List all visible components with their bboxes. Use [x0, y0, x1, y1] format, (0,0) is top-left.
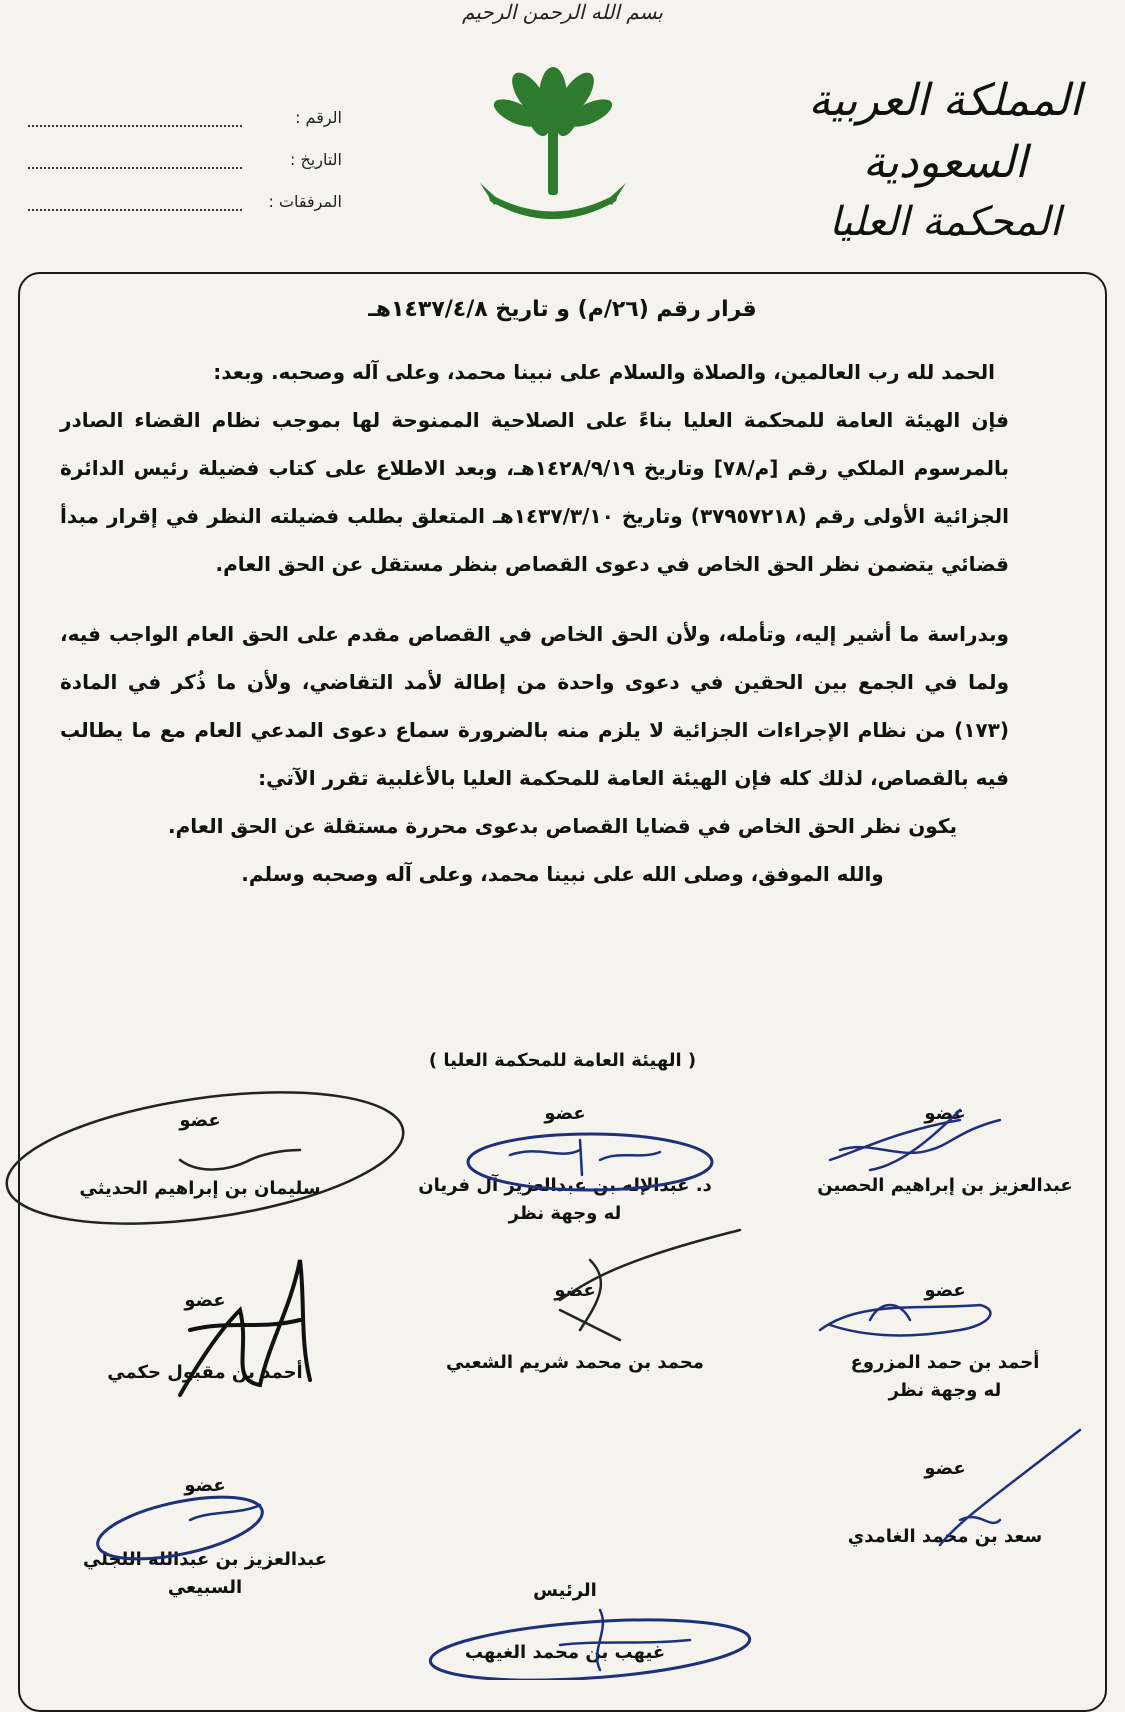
saudi-emblem-icon [478, 55, 628, 235]
signatory-name: عبدالعزيز بن إبراهيم الحصين [817, 1175, 1073, 1196]
attachments-blank [28, 193, 242, 211]
president-role: الرئيس [533, 1580, 597, 1601]
signatory-6 [45, 1290, 365, 1387]
signatory-role: عضو [184, 1290, 226, 1311]
opening-paragraph: الحمد لله رب العالمين، والصلاة والسلام على نبينا محمد، وعلى آله وصحبه. وبعد: [213, 360, 995, 384]
letterhead-title [785, 70, 1105, 250]
signatory-5 [415, 1280, 735, 1377]
attachments-field [22, 169, 342, 211]
president-name: غيهب بن محمد الغيهب [464, 1642, 666, 1663]
signatory-role: عضو [544, 1103, 586, 1124]
signatory-role: عضو [924, 1458, 966, 1479]
signatory-role: عضو [184, 1475, 226, 1496]
ruling-paragraph: يكون نظر الحق الخاص في قضايا القصاص بدعوى محررة مستقلة عن الحق العام. [168, 814, 957, 838]
signatory-8 [45, 1475, 365, 1602]
signatory-note: له وجهة نظر [888, 1380, 1002, 1401]
signatory-note: له وجهة نظر [508, 1203, 622, 1224]
court-name: المحكمة العليا [829, 199, 1061, 245]
signatory-name: سليمان بن إبراهيم الحديثي [79, 1178, 321, 1199]
date-blank [28, 151, 242, 169]
signatory-7 [785, 1458, 1105, 1551]
preamble-paragraph: فإن الهيئة العامة للمحكمة العليا بناءً على الصلاحية الممنوحة لها بموجب نظام القضاء الصادر بالمرسوم الملكي رقم [م/٧٨] وتاريخ ١٤٢٨/٩/١٩هـ، وبعد الاطلاع على كتاب فضيلة رئيس الدائرة الجزائية الأولى رقم (٣٧٩٥٧٢١٨) وتاريخ ١٤٣٧/٣/١٠هـ المتعلق بطلب فضيلته النظر في إقرار مبدأ قضائي يتضمن نظر الحق الخاص في دعوى القصاص بنظر مستقل عن الحق العام. [60, 408, 1009, 576]
signatory-name: عبدالعزيز بن عبدالله اللجلي السبيعي [82, 1549, 328, 1598]
signatory-name: أحمد بن مقبول حكمي [107, 1362, 303, 1383]
signatory-role: عضو [924, 1103, 966, 1124]
signatory-name: سعد بن محمد الغامدي [847, 1526, 1043, 1547]
attachments-label: المرفقات : [268, 192, 342, 211]
number-label: الرقم : [295, 108, 342, 127]
reference-fields [22, 85, 342, 211]
signatory-president [405, 1580, 725, 1667]
council-label: ( الهيئة العامة للمحكمة العليا ) [428, 1050, 697, 1071]
number-field [22, 85, 342, 127]
decision-body [60, 348, 1065, 898]
basmala: بسم الله الرحمن الرحيم [461, 0, 663, 24]
closing-paragraph: والله الموفق، وصلى الله على نبينا محمد، وعلى آله وصحبه وسلم. [241, 862, 884, 886]
signatory-role: عضو [554, 1280, 596, 1301]
signatory-role: عضو [179, 1110, 221, 1131]
date-label: التاريخ : [289, 150, 342, 169]
reasoning-paragraph: وبدراسة ما أشير إليه، وتأمله، ولأن الحق الخاص في القصاص مقدم على الحق العام الواجب فيه، ولما في الجمع بين الحقين في دعوى واحدة من إطالة لأمد التقاضي، ولأن ما ذُكر في المادة (١٧٣) من نظام الإجراءات الجزائية لا يلزم منه بالضرورة سماع دعوى المدعي العام مع ما يطالب فيه بالقصاص، لذلك كله فإن الهيئة العامة للمحكمة العليا بالأغلبية تقرر الآتي: [60, 622, 1009, 790]
signatory-1 [785, 1103, 1105, 1200]
date-field [22, 127, 342, 169]
number-blank [28, 109, 242, 127]
decision-title: قرار رقم (٢٦/م) و تاريخ ١٤٣٧/٤/٨هـ [368, 297, 757, 322]
signatory-4 [785, 1280, 1105, 1405]
signatory-3 [40, 1110, 360, 1203]
kingdom-name: المملكة العربية السعودية [808, 75, 1082, 188]
signatory-name: د. عبدالإله بن عبدالعزيز آل فريان [418, 1175, 712, 1196]
signatory-role: عضو [924, 1280, 966, 1301]
signatory-2 [405, 1103, 725, 1228]
signatory-name: أحمد بن حمد المزروع [850, 1352, 1040, 1373]
signatory-name: محمد بن محمد شريم الشعبي [446, 1352, 704, 1373]
